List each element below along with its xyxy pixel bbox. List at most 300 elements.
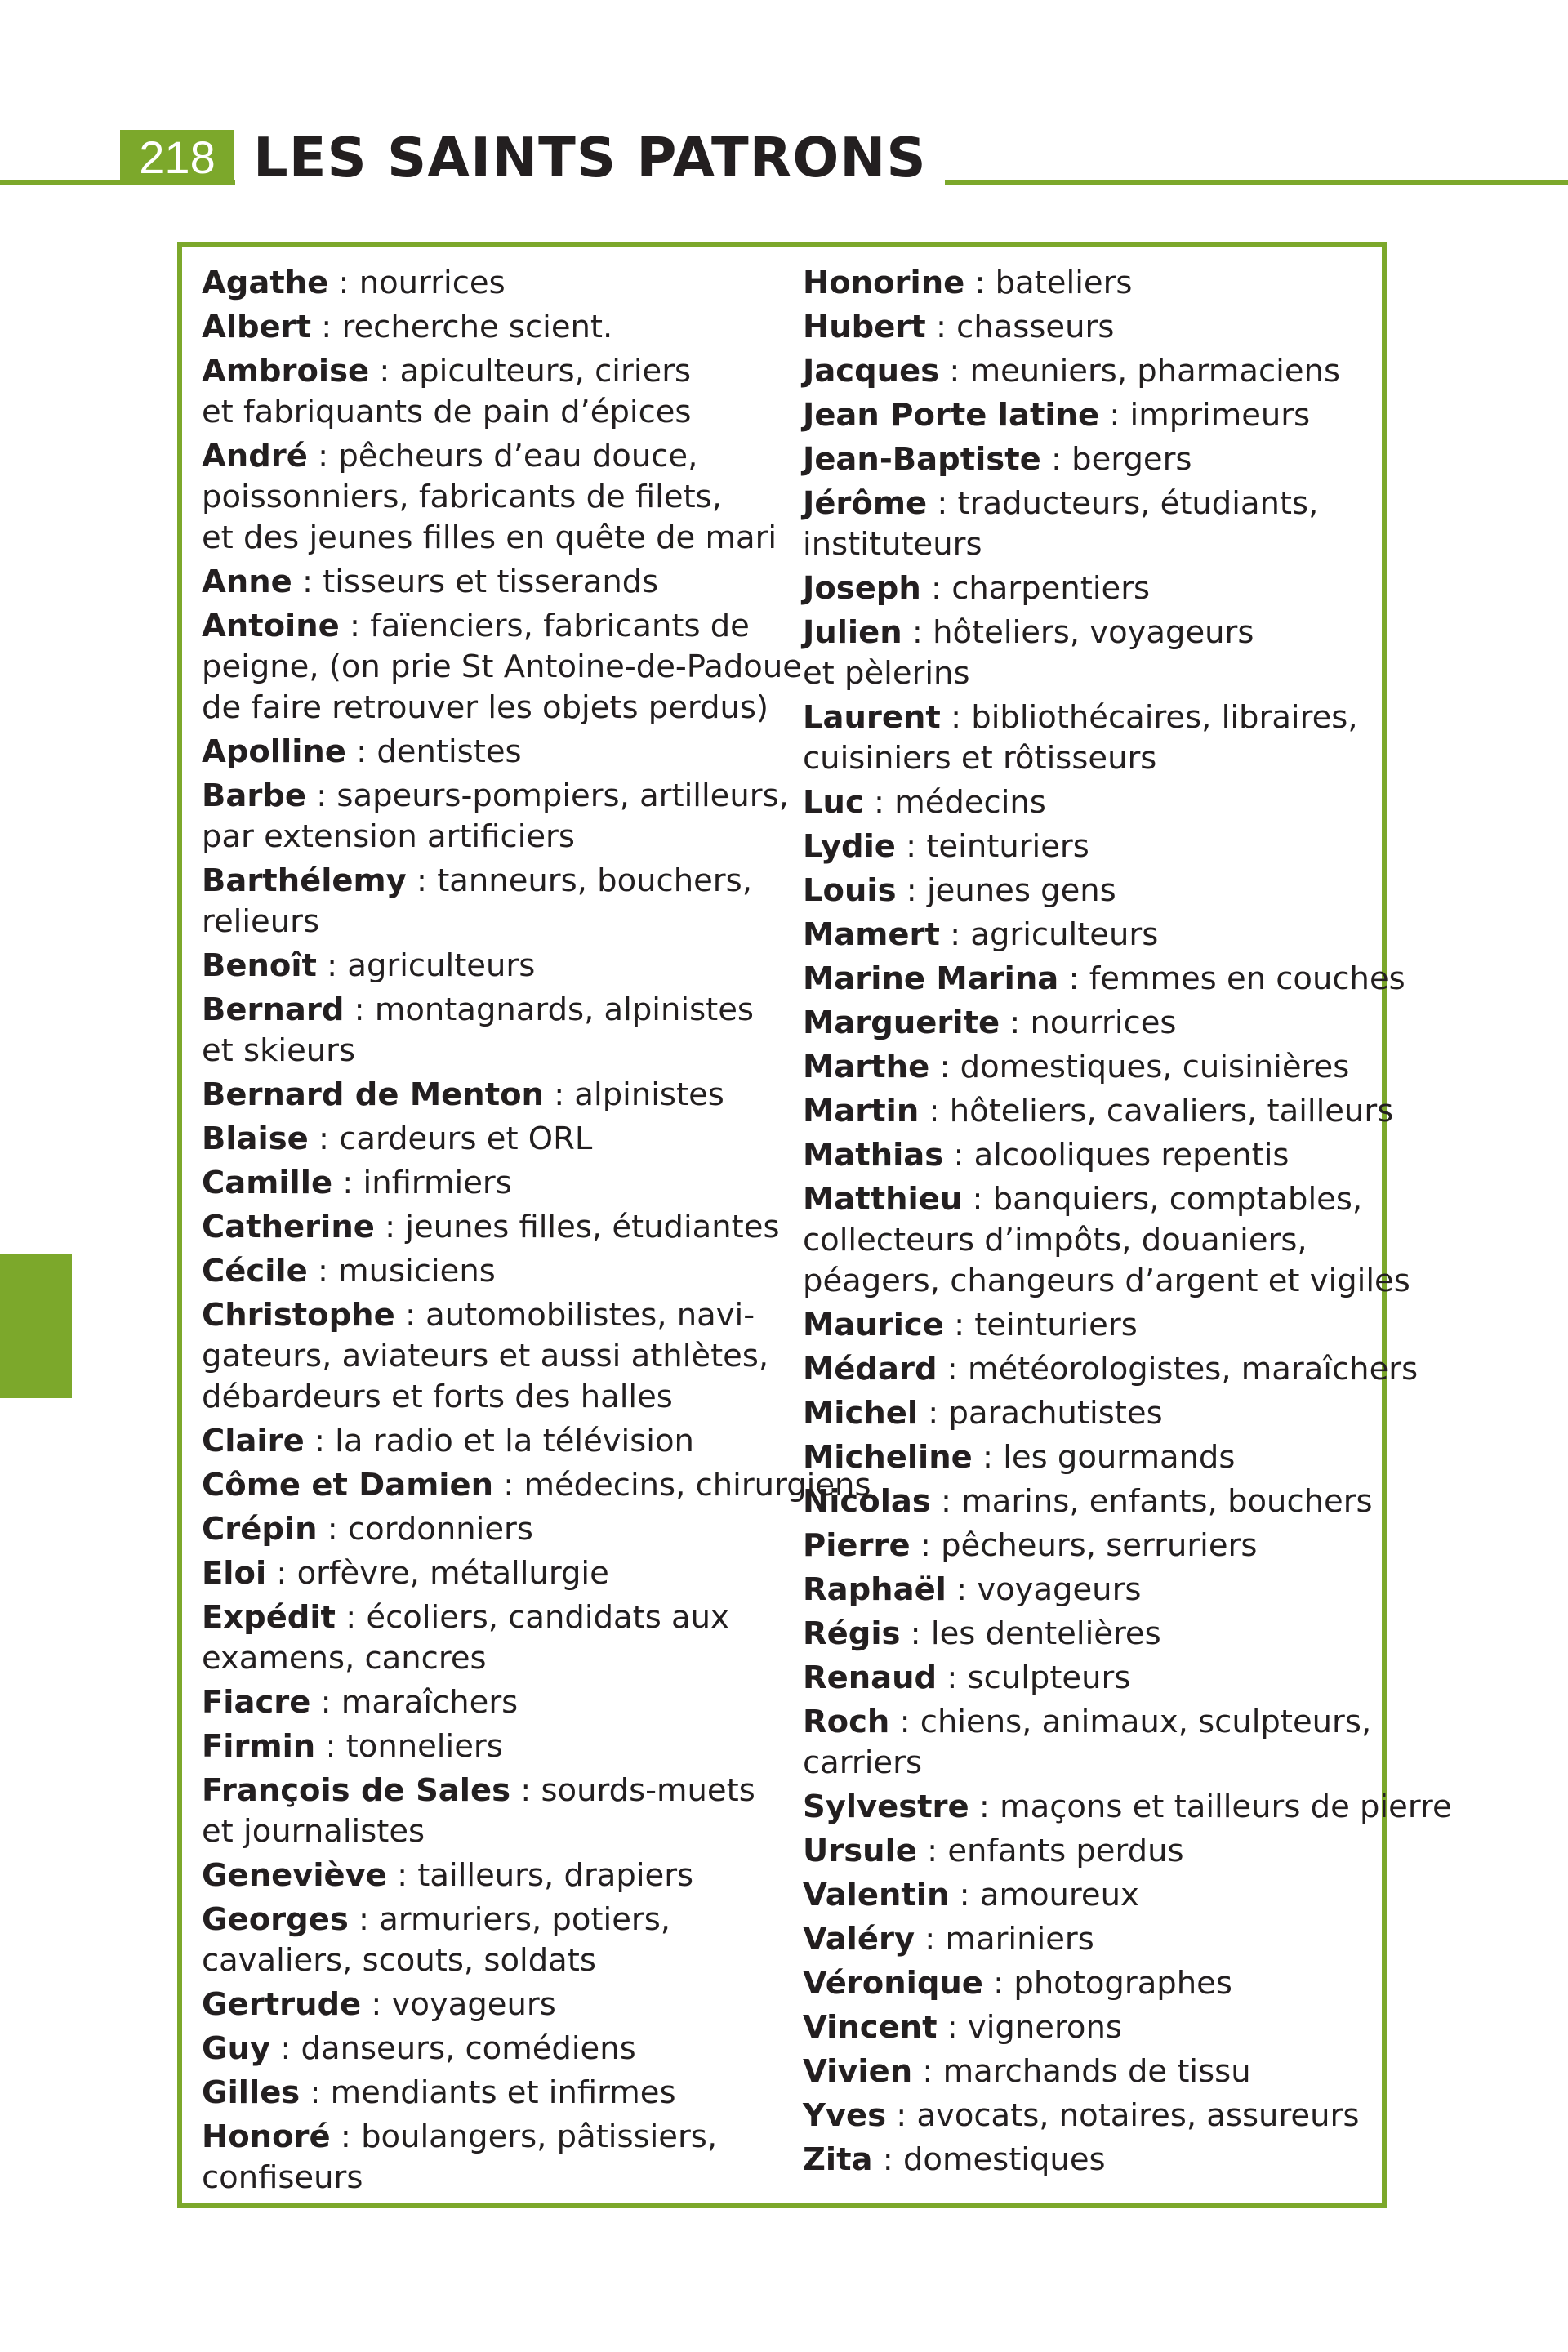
saint-name: Luc bbox=[803, 784, 864, 821]
patronage-text: : hôteliers, voyageurs bbox=[902, 614, 1254, 651]
saint-entry bbox=[803, 2051, 1383, 2092]
saint-name: Laurent bbox=[803, 699, 941, 736]
patronage-text: : orfèvre, métallurgie bbox=[266, 1555, 609, 1592]
patronage-text: : agriculteurs bbox=[939, 916, 1159, 953]
entry-line bbox=[803, 959, 1405, 1000]
patronage-text: : pêcheurs d’eau douce, bbox=[307, 438, 698, 474]
entry-line bbox=[803, 738, 1383, 779]
saint-entry bbox=[803, 263, 1383, 304]
saint-name: Micheline bbox=[803, 1439, 973, 1476]
saint-entry bbox=[202, 1984, 790, 2025]
saint-name: Sylvestre bbox=[803, 1788, 969, 1825]
saint-entry bbox=[803, 351, 1383, 392]
saint-entry bbox=[202, 263, 790, 304]
patronage-text: cuisiniers et rôtisseurs bbox=[803, 740, 1157, 777]
patronage-text: par extension artificiers bbox=[202, 818, 575, 855]
patronage-text: : la radio et la télévision bbox=[304, 1423, 694, 1459]
patronage-text: : parachutistes bbox=[918, 1395, 1163, 1432]
saint-name: Honoré bbox=[202, 2118, 331, 2155]
saint-entry bbox=[803, 1919, 1383, 1960]
saint-name: Côme et Damien bbox=[202, 1467, 494, 1503]
saint-name: Barthélemy bbox=[202, 862, 407, 899]
saint-entry bbox=[202, 2073, 790, 2114]
saint-name: Hubert bbox=[803, 309, 926, 345]
entry-line bbox=[803, 1919, 1383, 1960]
patronage-text: : alcooliques repentis bbox=[943, 1137, 1290, 1174]
saint-entry bbox=[202, 1682, 790, 1723]
saint-entry bbox=[803, 1702, 1383, 1784]
patronage-text: et des jeunes filles en quête de mari bbox=[202, 519, 777, 556]
saint-entry bbox=[202, 606, 802, 728]
patronage-text: : nourrices bbox=[1000, 1004, 1177, 1041]
saint-name: Vivien bbox=[803, 2053, 913, 2090]
entry-line bbox=[803, 483, 1383, 524]
saint-name: Véronique bbox=[803, 1965, 983, 2002]
entry-line bbox=[202, 1855, 790, 1896]
saint-name: Yves bbox=[803, 2097, 887, 2134]
saint-entry bbox=[803, 871, 1383, 911]
entry-line bbox=[202, 1900, 790, 1940]
entry-line bbox=[202, 990, 790, 1031]
saint-entry bbox=[202, 1553, 790, 1594]
saint-entry bbox=[803, 1349, 1419, 1390]
entry-line bbox=[202, 307, 790, 348]
saint-entry bbox=[202, 2029, 790, 2069]
entry-line bbox=[803, 1743, 1383, 1784]
entry-line bbox=[803, 1091, 1394, 1132]
entry-line bbox=[202, 436, 790, 477]
saint-entry bbox=[803, 307, 1383, 348]
patronage-text: : boulangers, pâtissiers, bbox=[330, 2118, 718, 2155]
saint-name: Maurice bbox=[803, 1307, 944, 1343]
patronage-text: : marins, enfants, bouchers bbox=[930, 1483, 1373, 1520]
patronage-text: : montagnards, alpinistes bbox=[344, 991, 754, 1028]
saint-entry bbox=[202, 1509, 790, 1550]
saint-entry bbox=[202, 562, 790, 603]
patronage-text: : bateliers bbox=[964, 265, 1133, 301]
patronage-text: gateurs, aviateurs et aussi athlètes, bbox=[202, 1338, 769, 1374]
entry-line bbox=[803, 1570, 1383, 1610]
patronage-text: : apiculteurs, ciriers bbox=[369, 353, 692, 390]
entry-line bbox=[202, 518, 790, 559]
saint-name: Martin bbox=[803, 1093, 920, 1129]
saint-entry bbox=[202, 436, 790, 559]
saint-entry bbox=[803, 826, 1383, 867]
saint-name: Christophe bbox=[202, 1297, 395, 1334]
saint-entry bbox=[803, 1305, 1383, 1346]
entry-line bbox=[803, 1875, 1383, 1916]
patronage-text: : maçons et tailleurs de pierre bbox=[969, 1788, 1452, 1825]
entry-line bbox=[202, 647, 802, 688]
entry-line bbox=[202, 1207, 790, 1248]
saint-name: Barbe bbox=[202, 777, 306, 814]
entry-line bbox=[803, 1349, 1419, 1390]
patronage-text: : voyageurs bbox=[361, 1986, 556, 2023]
patronage-text: : charpentiers bbox=[920, 570, 1151, 607]
entry-line bbox=[202, 1509, 790, 1550]
entry-line bbox=[803, 351, 1383, 392]
entry-line bbox=[803, 2051, 1383, 2092]
saint-entry bbox=[202, 732, 790, 773]
entry-line bbox=[202, 1336, 790, 1377]
saint-name: Joseph bbox=[803, 570, 921, 607]
patronage-text: et pèlerins bbox=[803, 655, 970, 692]
patronage-text: débardeurs et forts des halles bbox=[202, 1379, 673, 1415]
patronage-text: : tisseurs et tisserands bbox=[292, 564, 659, 600]
patronage-text: : agriculteurs bbox=[316, 947, 536, 984]
saint-entry bbox=[803, 1437, 1383, 1478]
saint-name: Cécile bbox=[202, 1253, 308, 1290]
entry-line bbox=[202, 861, 790, 902]
patronage-text: : chasseurs bbox=[925, 309, 1115, 345]
entry-line bbox=[202, 1553, 790, 1594]
patronage-text: : alpinistes bbox=[543, 1076, 724, 1113]
saint-name: Blaise bbox=[202, 1120, 309, 1157]
patronage-text: : imprimeurs bbox=[1099, 397, 1311, 434]
entry-line bbox=[803, 307, 1383, 348]
saint-entry bbox=[803, 1481, 1383, 1522]
entry-line bbox=[803, 1135, 1383, 1176]
saint-entry bbox=[803, 1003, 1383, 1044]
saint-entry bbox=[803, 697, 1383, 779]
patronage-text: : armuriers, potiers, bbox=[348, 1901, 671, 1938]
patronage-text: : tanneurs, bouchers, bbox=[406, 862, 752, 899]
saint-entry bbox=[202, 2117, 790, 2198]
saint-entry bbox=[803, 1875, 1383, 1916]
saint-name: Guy bbox=[202, 2030, 271, 2067]
patronage-text: : danseurs, comédiens bbox=[270, 2030, 636, 2067]
saint-name: Firmin bbox=[202, 1728, 316, 1765]
entry-line bbox=[202, 351, 790, 392]
saint-name: Roch bbox=[803, 1704, 890, 1740]
saint-entry bbox=[202, 1163, 790, 1204]
saint-name: Jacques bbox=[803, 353, 940, 390]
saint-name: Gilles bbox=[202, 2074, 301, 2111]
saint-entry bbox=[202, 990, 790, 1071]
patronage-text: : les gourmands bbox=[972, 1439, 1236, 1476]
patronage-text: collecteurs d’impôts, douaniers, bbox=[803, 1222, 1307, 1258]
saint-name: Benoît bbox=[202, 947, 317, 984]
patronage-text: : photographes bbox=[982, 1965, 1232, 2002]
saint-entry bbox=[803, 1393, 1383, 1434]
saint-entry bbox=[202, 1597, 790, 1679]
patronage-text: confiseurs bbox=[202, 2159, 363, 2196]
entry-line bbox=[803, 1179, 1383, 1220]
saint-entry bbox=[803, 1179, 1410, 1302]
saint-name: Gertrude bbox=[202, 1986, 362, 2023]
entry-line bbox=[803, 1261, 1410, 1302]
patronage-text: : musiciens bbox=[307, 1253, 496, 1290]
patronage-text: : domestiques, cuisinières bbox=[929, 1049, 1350, 1085]
entry-line bbox=[202, 946, 790, 987]
saint-name: Marthe bbox=[803, 1049, 930, 1085]
saint-name: Bernard bbox=[202, 991, 345, 1028]
saint-name: Valentin bbox=[803, 1877, 950, 1913]
saint-entry bbox=[202, 1900, 790, 1981]
saint-name: Anne bbox=[202, 564, 292, 600]
saint-name: Matthieu bbox=[803, 1181, 963, 1218]
saint-entry bbox=[202, 946, 790, 987]
patronage-text: : traducteurs, étudiants, bbox=[927, 485, 1319, 522]
saint-entry bbox=[803, 1047, 1383, 1088]
patronage-text: : sculpteurs bbox=[937, 1659, 1131, 1696]
saint-name: Ambroise bbox=[202, 353, 370, 390]
patronage-text: : cordonniers bbox=[317, 1511, 533, 1548]
entry-line bbox=[202, 1940, 790, 1981]
patronage-text: : tailleurs, drapiers bbox=[386, 1857, 694, 1894]
patronage-text: : automobilistes, navi- bbox=[394, 1297, 755, 1334]
saint-entry bbox=[803, 2007, 1383, 2048]
saint-name: Pierre bbox=[803, 1527, 911, 1564]
entry-line bbox=[202, 2158, 790, 2198]
patronage-text: : sapeurs-pompiers, artilleurs, bbox=[305, 777, 789, 814]
saint-entry bbox=[202, 1855, 790, 1896]
patronage-text: : médecins bbox=[863, 784, 1046, 821]
saint-entry bbox=[202, 1295, 790, 1418]
saint-name: Jérôme bbox=[803, 485, 928, 522]
entry-line bbox=[803, 1481, 1383, 1522]
patronage-text: : chiens, animaux, sculpteurs, bbox=[889, 1704, 1372, 1740]
saint-entry bbox=[202, 1465, 871, 1506]
saint-entry bbox=[803, 1831, 1383, 1872]
saint-entry bbox=[202, 351, 790, 433]
patronage-text: : tonneliers bbox=[315, 1728, 503, 1765]
patronage-text: : teinturiers bbox=[895, 828, 1089, 865]
patronage-text: : banquiers, comptables, bbox=[962, 1181, 1363, 1218]
patronage-text: : avocats, notaires, assureurs bbox=[886, 2097, 1360, 2134]
patronage-text: : médecins, chirurgiens bbox=[493, 1467, 871, 1503]
saint-name: André bbox=[202, 438, 308, 474]
entry-line bbox=[803, 439, 1383, 480]
patronage-text: carriers bbox=[803, 1744, 923, 1781]
saint-entry bbox=[803, 1787, 1452, 1828]
patronage-text: : écoliers, candidats aux bbox=[335, 1599, 729, 1636]
saint-name: Claire bbox=[202, 1423, 305, 1459]
saint-name: Ursule bbox=[803, 1833, 917, 1869]
saint-name: Jean-Baptiste bbox=[803, 441, 1041, 478]
saint-entry bbox=[202, 1207, 790, 1248]
saint-entry bbox=[202, 1421, 790, 1462]
patronage-text: et journalistes bbox=[202, 1813, 425, 1850]
saints-list-box bbox=[177, 242, 1452, 2208]
saint-name: Geneviève bbox=[202, 1857, 387, 1894]
saint-name: Marine Marina bbox=[803, 960, 1059, 997]
side-tab-marker bbox=[0, 1254, 72, 1398]
saint-entry bbox=[803, 1091, 1394, 1132]
entry-line bbox=[803, 1220, 1383, 1261]
entry-line bbox=[803, 1702, 1383, 1743]
patronage-text: : hôteliers, cavaliers, tailleurs bbox=[919, 1093, 1394, 1129]
patronage-text: : jeunes gens bbox=[896, 872, 1116, 909]
saint-entry bbox=[803, 959, 1405, 1000]
entry-line bbox=[202, 2029, 790, 2069]
page-title: LES SAINTS PATRONS bbox=[235, 127, 945, 189]
patronage-text: : jeunes filles, étudiantes bbox=[374, 1209, 780, 1245]
saint-entry bbox=[803, 568, 1383, 609]
entry-line bbox=[202, 688, 790, 728]
saint-name: Antoine bbox=[202, 608, 340, 644]
saint-entry bbox=[803, 782, 1383, 823]
saint-name: Bernard de Menton bbox=[202, 1076, 544, 1113]
saint-entry bbox=[803, 612, 1383, 694]
entry-line bbox=[803, 1526, 1383, 1566]
saint-entry bbox=[803, 1658, 1383, 1699]
entry-line bbox=[803, 2096, 1383, 2136]
patronage-text: cavaliers, scouts, soldats bbox=[202, 1942, 596, 1979]
entry-line bbox=[803, 1047, 1383, 1088]
entry-line bbox=[202, 1119, 790, 1160]
saint-entry bbox=[803, 1570, 1383, 1610]
entry-line bbox=[803, 1658, 1383, 1699]
entry-line bbox=[202, 1163, 790, 1204]
saint-name: Camille bbox=[202, 1165, 333, 1201]
entry-line bbox=[202, 732, 790, 773]
entry-line bbox=[202, 817, 790, 858]
saint-entry bbox=[803, 1135, 1383, 1176]
saint-name: Honorine bbox=[803, 265, 965, 301]
saint-name: Georges bbox=[202, 1901, 349, 1938]
entry-line bbox=[202, 1984, 790, 2025]
entry-line bbox=[202, 776, 790, 817]
saint-name: Mamert bbox=[803, 916, 940, 953]
saint-name: Lydie bbox=[803, 828, 896, 865]
entry-line bbox=[803, 612, 1383, 653]
patronage-text: relieurs bbox=[202, 903, 320, 940]
saint-name: Fiacre bbox=[202, 1684, 311, 1721]
patronage-text: : amoureux bbox=[949, 1877, 1139, 1913]
entry-line bbox=[202, 2073, 790, 2114]
entry-line bbox=[202, 1421, 790, 1462]
saint-entry bbox=[202, 1251, 790, 1292]
entry-line bbox=[202, 1811, 790, 1852]
entry-line bbox=[202, 1251, 790, 1292]
saint-entry bbox=[202, 1726, 790, 1767]
entry-line bbox=[803, 524, 1383, 565]
entry-line bbox=[803, 395, 1383, 436]
entry-line bbox=[803, 697, 1383, 738]
patronage-text: : météorologistes, maraîchers bbox=[937, 1351, 1419, 1388]
saint-name: Catherine bbox=[202, 1209, 375, 1245]
entry-line bbox=[202, 902, 790, 942]
patronage-text: : pêcheurs, serruriers bbox=[910, 1527, 1258, 1564]
saint-name: Louis bbox=[803, 872, 897, 909]
saint-name: Albert bbox=[202, 309, 312, 345]
patronage-text: : domestiques bbox=[872, 2141, 1106, 2178]
right-column bbox=[803, 263, 1452, 2184]
saint-name: Agathe bbox=[202, 265, 329, 301]
entry-line bbox=[803, 915, 1383, 956]
patronage-text: : dentistes bbox=[345, 733, 522, 770]
entry-line bbox=[803, 1614, 1383, 1655]
saint-entry bbox=[202, 1771, 790, 1852]
patronage-text: de faire retrouver les objets perdus) bbox=[202, 689, 768, 726]
entry-line bbox=[202, 1075, 790, 1116]
entry-line bbox=[202, 477, 790, 518]
saint-entry bbox=[202, 1075, 790, 1116]
patronage-text: : teinturiers bbox=[943, 1307, 1138, 1343]
entry-line bbox=[202, 606, 790, 647]
patronage-text: : meuniers, pharmaciens bbox=[939, 353, 1340, 390]
patronage-text: : maraîchers bbox=[310, 1684, 519, 1721]
entry-line bbox=[803, 1305, 1383, 1346]
entry-line bbox=[803, 263, 1383, 304]
entry-line bbox=[202, 1638, 790, 1679]
patronage-text: : recherche scient. bbox=[311, 309, 613, 345]
saint-name: Zita bbox=[803, 2141, 873, 2178]
entry-line bbox=[803, 782, 1383, 823]
entry-line bbox=[202, 263, 790, 304]
saint-name: Raphaël bbox=[803, 1571, 947, 1608]
entry-line bbox=[202, 392, 790, 433]
patronage-text: : vignerons bbox=[937, 2009, 1122, 2046]
entry-line bbox=[803, 826, 1383, 867]
saint-name: Vincent bbox=[803, 2009, 938, 2046]
saint-entry bbox=[202, 1119, 790, 1160]
patronage-text: : sourds-muets bbox=[510, 1772, 755, 1809]
saint-entry bbox=[803, 483, 1383, 565]
entry-line bbox=[202, 2117, 790, 2158]
saint-name: Julien bbox=[803, 614, 902, 651]
saint-entry bbox=[803, 2096, 1383, 2136]
entry-line bbox=[202, 1682, 790, 1723]
saint-name: Jean Porte latine bbox=[803, 397, 1100, 434]
saint-name: Expédit bbox=[202, 1599, 336, 1636]
entry-line bbox=[202, 1597, 790, 1638]
patronage-text: et fabriquants de pain d’épices bbox=[202, 394, 692, 430]
patronage-text: peigne, (on prie St Antoine-de-Padoue bbox=[202, 648, 802, 685]
entry-line bbox=[803, 1787, 1452, 1828]
patronage-text: : infirmiers bbox=[332, 1165, 512, 1201]
entry-line bbox=[803, 2140, 1383, 2180]
entry-line bbox=[202, 1771, 790, 1811]
saint-entry bbox=[803, 1963, 1383, 2004]
entry-line bbox=[202, 1377, 790, 1418]
saint-name: Régis bbox=[803, 1615, 901, 1652]
entry-line bbox=[803, 1003, 1383, 1044]
entry-line bbox=[803, 2007, 1383, 2048]
patronage-text: examens, cancres bbox=[202, 1640, 487, 1677]
patronage-text: péagers, changeurs d’argent et vigiles bbox=[803, 1263, 1410, 1299]
saint-name: François de Sales bbox=[202, 1772, 511, 1809]
patronage-text: : mendiants et infirmes bbox=[300, 2074, 676, 2111]
patronage-text: : cardeurs et ORL bbox=[308, 1120, 593, 1157]
entry-line bbox=[803, 568, 1383, 609]
saint-entry bbox=[803, 2140, 1383, 2180]
saint-entry bbox=[202, 776, 790, 858]
saint-entry bbox=[202, 307, 790, 348]
entry-line bbox=[202, 1465, 871, 1506]
saint-entry bbox=[202, 861, 790, 942]
saint-name: Crépin bbox=[202, 1511, 318, 1548]
saint-name: Mathias bbox=[803, 1137, 944, 1174]
saint-name: Valéry bbox=[803, 1921, 915, 1958]
patronage-text: poissonniers, fabricants de filets, bbox=[202, 479, 722, 515]
patronage-text: : les dentelières bbox=[900, 1615, 1161, 1652]
entry-line bbox=[803, 653, 1383, 694]
patronage-text: : femmes en couches bbox=[1058, 960, 1405, 997]
saint-name: Eloi bbox=[202, 1555, 267, 1592]
saint-name: Marguerite bbox=[803, 1004, 1000, 1041]
entry-line bbox=[803, 1831, 1383, 1872]
saint-entry bbox=[803, 439, 1383, 480]
entry-line bbox=[803, 871, 1383, 911]
patronage-text: : enfants perdus bbox=[916, 1833, 1184, 1869]
saint-entry bbox=[803, 915, 1383, 956]
saint-name: Nicolas bbox=[803, 1483, 931, 1520]
saint-entry bbox=[803, 1526, 1383, 1566]
entry-line bbox=[202, 1031, 790, 1071]
saint-entry bbox=[803, 395, 1383, 436]
